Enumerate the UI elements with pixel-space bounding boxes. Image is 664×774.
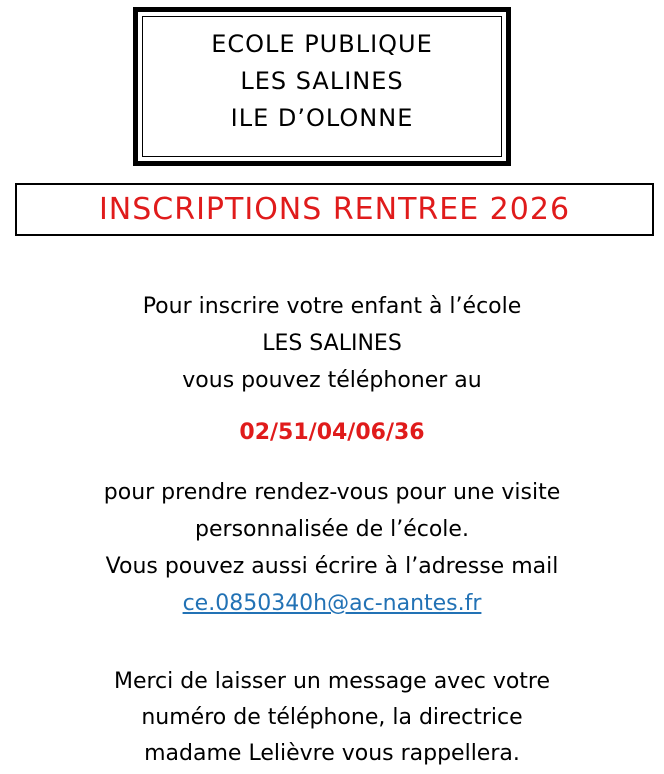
visit-line-3: Vous pouvez aussi écrire à l’adresse mail [105, 554, 559, 579]
title-box [15, 183, 654, 236]
visit-line-1: pour prendre rendez-vous pour une visite [103, 480, 561, 505]
email-link[interactable]: ce.0850340h@ac-nantes.fr [182, 591, 482, 616]
school-name-box [133, 7, 511, 166]
visit-paragraph [0, 474, 664, 622]
closing-line-1: Merci de laisser un message avec votre [113, 669, 551, 694]
school-name-line-1: ECOLE PUBLIQUE [211, 30, 433, 58]
closing-line-2: numéro de téléphone, la directrice [141, 705, 523, 730]
phone-number: 02/51/04/06/36 [239, 420, 425, 445]
school-name-line-2: LES SALINES [240, 67, 404, 95]
visit-line-2: personnalisée de l’école. [195, 517, 469, 542]
school-name-box-inner [142, 16, 502, 157]
page-title: INSCRIPTIONS RENTREE 2026 [98, 192, 571, 227]
email-line [0, 585, 664, 622]
intro-paragraph [0, 288, 664, 399]
closing-paragraph [0, 664, 664, 772]
school-name-line-3: ILE D’OLONNE [230, 104, 414, 132]
intro-line-2: LES SALINES [262, 331, 402, 356]
closing-line-3: madame Lelièvre vous rappellera. [144, 741, 520, 766]
intro-line-1: Pour inscrire votre enfant à l’école [142, 294, 522, 319]
intro-line-3: vous pouvez téléphoner au [182, 368, 482, 393]
